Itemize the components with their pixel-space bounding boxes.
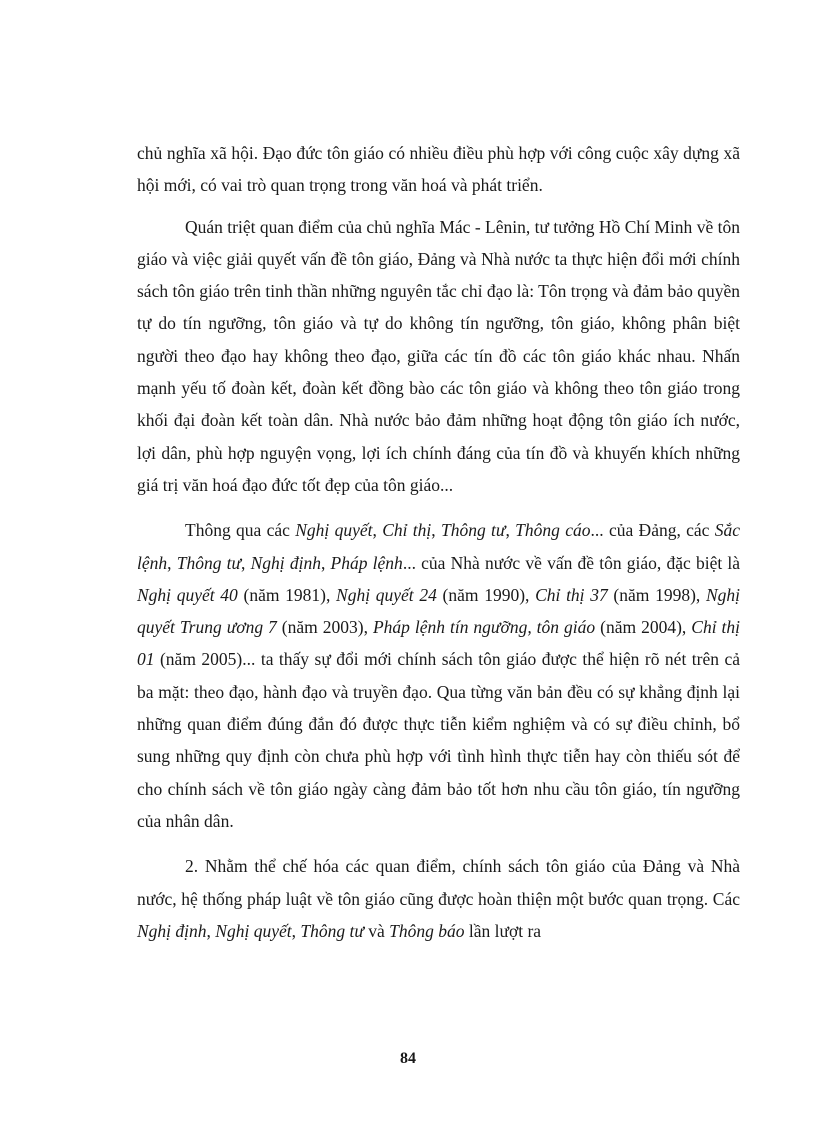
text-run: lần lượt ra: [464, 920, 542, 941]
italic-term: Thông tư: [441, 520, 506, 541]
italic-term: Nghị định: [250, 552, 321, 573]
italic-term: Sắc lệnh: [137, 520, 741, 573]
text-run: Thông qua các: [185, 520, 296, 541]
text-run: ,: [431, 520, 441, 541]
paragraph: [137, 514, 740, 837]
italic-term: Chỉ thị 37: [535, 584, 608, 605]
text-run: ,: [320, 552, 331, 573]
text-run: (năm 2003),: [276, 617, 373, 638]
text-run: Quán triệt quan điểm của chủ nghĩa Mác - Lênin, tư tưởng Hồ Chí Minh về tôn giáo và việc giải quyết vấn đề tôn giáo, Đảng và Nhà nước ta thực hiện đổi mới chính sách tôn giáo trên tinh thần những nguyên tắc chỉ đạo là: Tôn trọng và đảm bảo quyền tự do tín ngưỡng, tôn giáo và tự do không tín ngưỡng, tôn giáo, không phân biệt người theo đạo hay không theo đạo, giữa các tín đồ các tôn giáo khác nhau. Nhấn mạnh yếu tố đoàn kết, đoàn kết đồng bào các tôn giáo và không theo tôn giáo trong khối đại đoàn kết toàn dân. Nhà nước bảo đảm những hoạt động tôn giáo ích nước, lợi dân, phù hợp nguyện vọng, lợi ích chính đáng của tín đồ và khuyến khích những giá trị văn hoá đạo đức tốt đẹp của tôn giáo...: [137, 216, 740, 495]
text-run: (năm 2004),: [595, 617, 692, 638]
text-run: ... của Đảng, các: [590, 520, 715, 541]
italic-term: Thông tư: [300, 920, 364, 941]
italic-term: Chỉ thị: [382, 520, 432, 541]
body-text: [137, 137, 740, 947]
text-run: chủ nghĩa xã hội. Đạo đức tôn giáo có nhiều điều phù hợp với công cuộc xây dựng xã hội mới, có vai trò quan trọng trong văn hoá và phát triển.: [137, 143, 740, 196]
text-run: ,: [206, 920, 216, 941]
italic-term: Thông cáo: [515, 520, 591, 541]
italic-term: Nghị quyết: [215, 920, 292, 941]
italic-term: Nghị quyết 40: [137, 584, 238, 605]
text-run: 2. Nhằm thể chế hóa các quan điểm, chính sách tôn giáo của Đảng và Nhà nước, hệ thống pháp luật về tôn giáo cũng được hoàn thiện một bước quan trọng. Các: [137, 856, 740, 909]
paragraph: [137, 211, 740, 502]
italic-term: Pháp lệnh: [330, 552, 403, 573]
text-run: và: [363, 920, 390, 941]
paragraph: [137, 137, 740, 202]
text-run: ,: [241, 552, 251, 573]
text-run: (năm 1998),: [607, 584, 706, 605]
page-number: 84: [400, 1050, 416, 1067]
italic-term: Nghị quyết Trung ương 7: [137, 584, 741, 638]
paragraph: [137, 850, 740, 947]
text-run: (năm 2005)... ta thấy sự đổi mới chính sách tôn giáo được thể hiện rõ nét trên cả ba mặt: theo đạo, hành đạo và truyền đạo. Qua từng văn bản đều có sự khẳng định lại những quan điểm đúng đắn đó được thực tiễn kiểm nghiệm và có sự điều chỉnh, bổ sung những quy định còn chưa phù hợp với tình hình thực tiễn hay còn thiếu sót để cho chính sách về tôn giáo ngày càng đảm bảo tốt hơn nhu cầu tôn giáo, tín ngưỡng của nhân dân.: [137, 649, 740, 831]
text-run: ,: [372, 520, 383, 541]
text-run: (năm 1990),: [436, 584, 536, 605]
text-run: ,: [505, 520, 516, 541]
text-run: ,: [167, 552, 177, 573]
italic-term: Nghị định: [137, 920, 207, 941]
text-run: (năm 1981),: [237, 584, 337, 605]
italic-term: Nghị quyết: [295, 520, 373, 541]
italic-term: Thông tư: [176, 552, 242, 573]
text-run: ... của Nhà nước về vấn đề tôn giáo, đặc biệt là: [402, 552, 741, 573]
italic-term: Pháp lệnh tín ngưỡng, tôn giáo: [372, 617, 596, 638]
italic-term: Chỉ thị 01: [137, 617, 741, 670]
italic-term: Thông báo: [389, 920, 465, 941]
italic-term: Nghị quyết 24: [336, 584, 437, 605]
text-run: ,: [291, 920, 301, 941]
